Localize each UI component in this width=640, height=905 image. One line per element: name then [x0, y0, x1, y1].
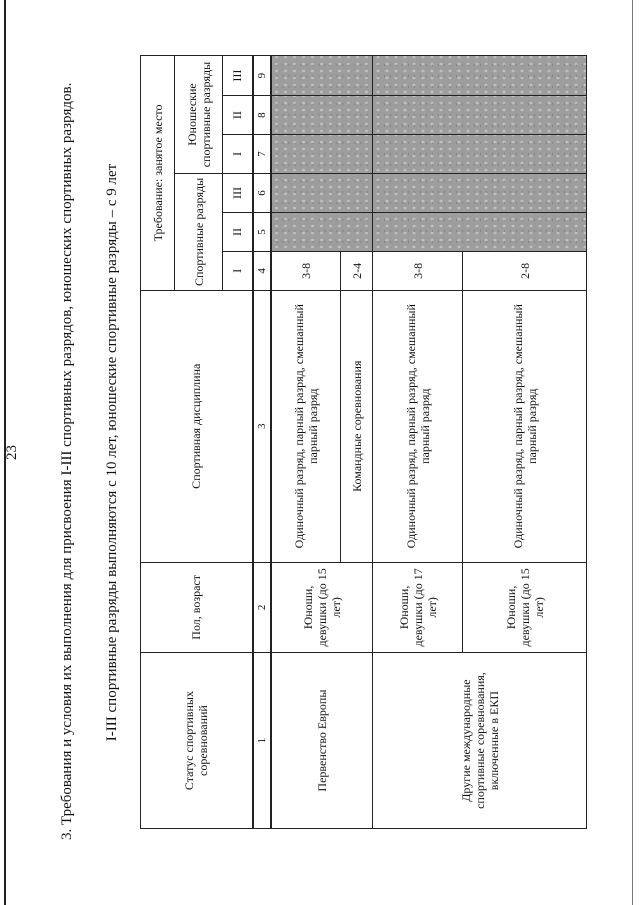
shaded-cell: [271, 96, 373, 135]
row-discipline: Одиночный разряд, парный разряд, смешанный парный разряд: [373, 290, 463, 562]
shaded-cell: [271, 135, 373, 174]
shaded-cell: [271, 56, 373, 96]
column-number: 8: [253, 96, 271, 135]
header-sex-age: Пол, возраст: [141, 562, 253, 653]
requirements-table: [140, 55, 587, 829]
intro-paragraph: 3. Требования и условия их выполнения для присвоения I-III спортивных разрядов, юношеских спортивных разрядов.: [59, 82, 75, 840]
column-number: 6: [253, 174, 271, 213]
shaded-cell: [271, 212, 373, 251]
row-status-international: Другие международные спортивные соревнования, включенные в ЕКП: [373, 653, 587, 829]
column-number: 5: [253, 212, 271, 251]
header-status: Статус спортивных соревнований: [141, 653, 253, 829]
subheading: I-III спортивные разряды выполняются с 10 лет, юношеские спортивные разряды – с 9 лет: [104, 163, 120, 742]
row-discipline: Одиночный разряд, парный разряд, смешанный парный разряд: [463, 290, 587, 562]
header-youth-rank-1: I: [223, 135, 253, 174]
column-number: 3: [253, 290, 271, 562]
page-number: 23: [4, 445, 20, 460]
column-number: 4: [253, 251, 271, 290]
column-number: 2: [253, 562, 271, 653]
header-rank-2: II: [223, 212, 253, 251]
shaded-cell: [271, 174, 373, 213]
shaded-cell: [373, 174, 587, 213]
column-number: 9: [253, 56, 271, 96]
header-discipline: Спортивная дисциплина: [141, 290, 253, 562]
header-rank-1: I: [223, 251, 253, 290]
row-sex-age: Юноши, девушки (до 17 лет): [373, 562, 463, 653]
row-place: 2-8: [463, 251, 587, 290]
shaded-cell: [373, 96, 587, 135]
row-place: 3-8: [373, 251, 463, 290]
header-rank-3: III: [223, 174, 253, 213]
shaded-cell: [373, 212, 587, 251]
column-number: 7: [253, 135, 271, 174]
header-youth-ranks: Юношеские спортивные разряды: [175, 56, 223, 174]
header-youth-rank-2: II: [223, 96, 253, 135]
row-place: 2-4: [341, 251, 373, 290]
row-status-europe: Первенство Европы: [271, 653, 373, 829]
row-discipline: Командные соревнования: [341, 290, 373, 562]
shaded-cell: [373, 135, 587, 174]
column-number: 1: [253, 653, 271, 829]
row-discipline: Одиночный разряд, парный разряд, смешанный парный разряд: [271, 290, 341, 562]
row-place: 3-8: [271, 251, 341, 290]
header-sport-ranks: Спортивные разряды: [175, 174, 223, 291]
row-sex-age: Юноши, девушки (до 15 лет): [271, 562, 373, 653]
shaded-cell: [373, 56, 587, 96]
header-youth-rank-3: III: [223, 56, 253, 96]
header-requirement: Требование: занятое место: [141, 56, 175, 291]
row-sex-age: Юноши, девушки (до 15 лет): [463, 562, 587, 653]
